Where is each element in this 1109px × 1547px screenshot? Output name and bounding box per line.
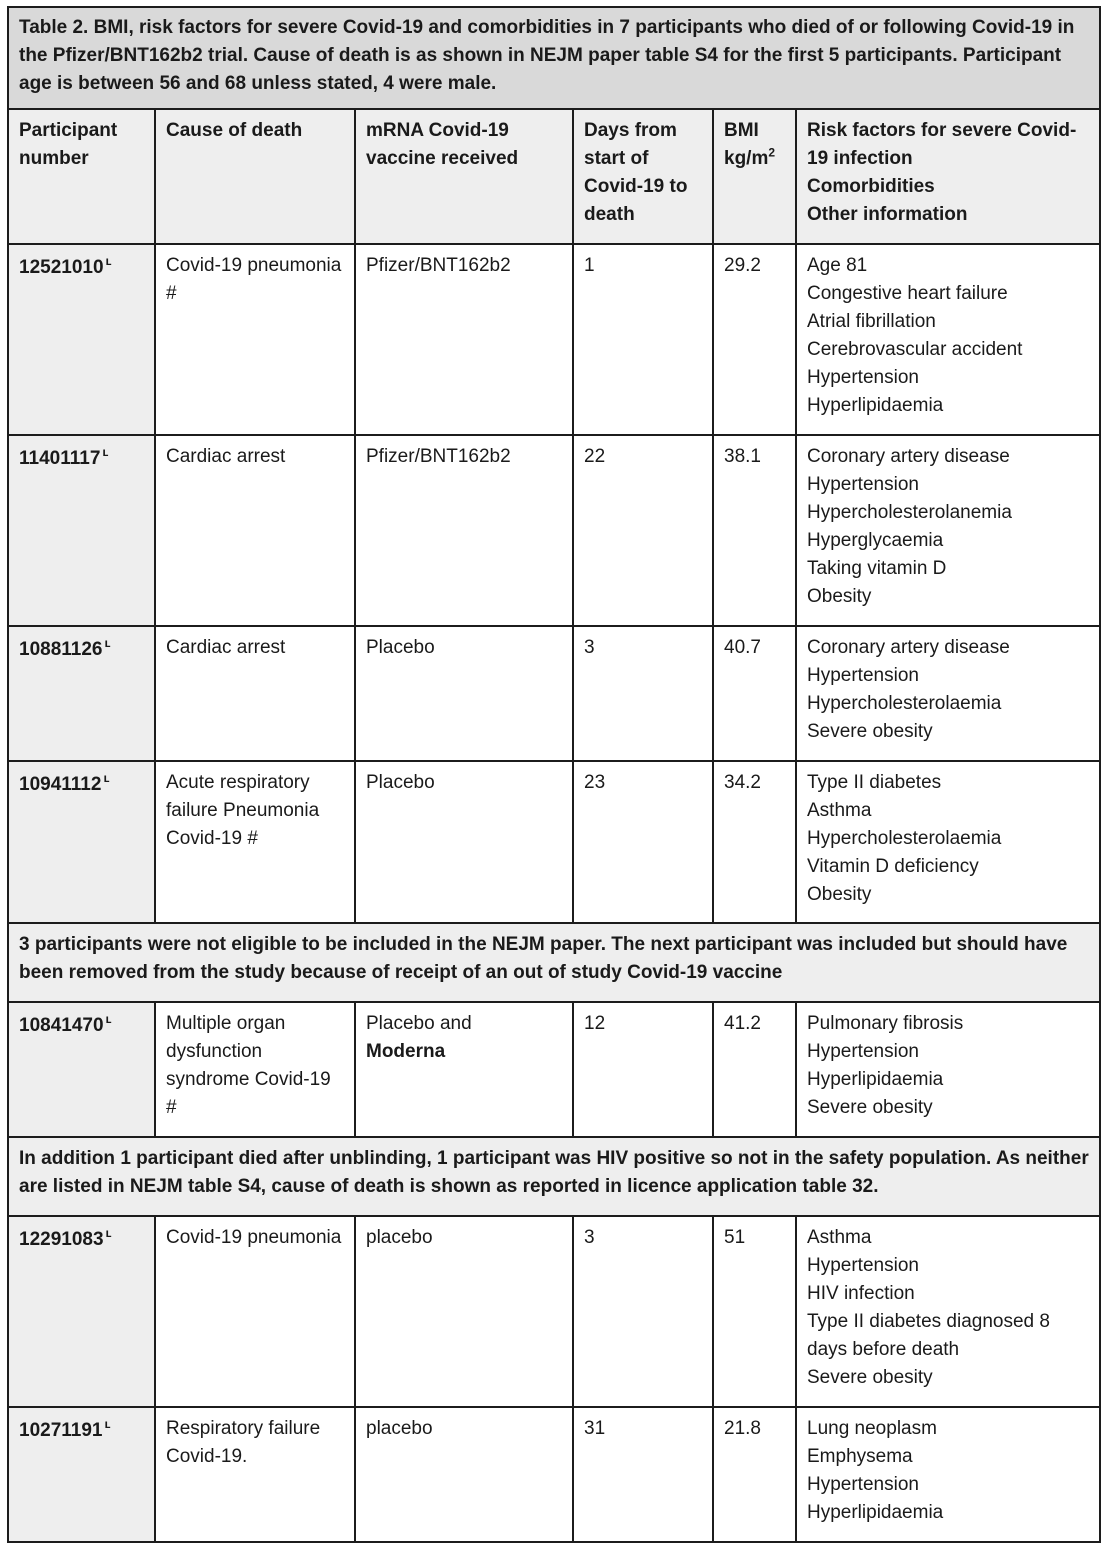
participant-id: 12291083	[19, 1229, 104, 1250]
risk-item: Atrial fibrillation	[807, 311, 936, 332]
risk-item: Hypertension	[807, 665, 919, 686]
risk-cell	[796, 1002, 1100, 1137]
deaths-table	[7, 6, 1101, 1543]
days-cell: 12	[573, 1002, 713, 1137]
risk-item: Cerebrovascular accident	[807, 339, 1023, 360]
dagger-marker: ᒻ	[105, 1015, 113, 1032]
header-cause: Cause of death	[155, 109, 355, 244]
risk-item: Lung neoplasm	[807, 1418, 937, 1439]
risk-item: Hypercholesterolaemia	[807, 693, 1002, 714]
dagger-marker: ᒻ	[105, 257, 113, 274]
cause-cell: Cardiac arrest	[155, 435, 355, 626]
risk-item: Severe obesity	[807, 721, 933, 742]
header-row	[8, 109, 1100, 244]
risk-item: Asthma	[807, 1227, 872, 1248]
risk-item: Hyperglycaemia	[807, 530, 944, 551]
table-container	[7, 6, 1099, 1543]
section-note: 3 participants were not eligible to be included in the NEJM paper. The next participant was included but should have been removed from the study because of receipt of an out of study Covid-19 vaccine	[8, 923, 1100, 1002]
table-row	[8, 1216, 1100, 1407]
risk-cell	[796, 1407, 1100, 1542]
cause-cell: Cardiac arrest	[155, 626, 355, 761]
risk-item: Severe obesity	[807, 1367, 933, 1388]
days-cell: 1	[573, 244, 713, 435]
cause-cell: Acute respiratory failure Pneumonia Covid-19 #	[155, 761, 355, 923]
table-row	[8, 761, 1100, 923]
participant-id: 10841470	[19, 1015, 104, 1036]
risk-item: Coronary artery disease	[807, 637, 1010, 658]
header-risk-line: Risk factors for severe Covid-19 infection	[807, 120, 1077, 169]
risk-item: Hypertension	[807, 474, 919, 495]
risk-item: Hypercholesterolanemia	[807, 502, 1012, 523]
risk-item: Severe obesity	[807, 1097, 933, 1118]
cause-cell: Respiratory failure Covid-19.	[155, 1407, 355, 1542]
days-cell: 3	[573, 626, 713, 761]
risk-cell	[796, 761, 1100, 923]
header-bmi	[713, 109, 796, 244]
bmi-cell: 38.1	[713, 435, 796, 626]
vaccine-cell: Placebo	[355, 626, 573, 761]
bmi-cell: 41.2	[713, 1002, 796, 1137]
section-note: In addition 1 participant died after unblinding, 1 participant was HIV positive so not in the safety population. As neither are listed in NEJM table S4, cause of death is shown as reported in licence application table 32.	[8, 1137, 1100, 1216]
days-cell: 22	[573, 435, 713, 626]
risk-item: Hypertension	[807, 1474, 919, 1495]
cause-cell: Covid-19 pneumonia #	[155, 244, 355, 435]
risk-cell	[796, 435, 1100, 626]
vaccine-cell	[355, 1002, 573, 1137]
header-participant: Participant number	[8, 109, 155, 244]
header-days: Days from start of Covid-19 to death	[573, 109, 713, 244]
bmi-cell: 29.2	[713, 244, 796, 435]
risk-item: Hypertension	[807, 1255, 919, 1276]
participant-id-cell	[8, 1002, 155, 1137]
dagger-marker: ᒻ	[102, 448, 109, 465]
risk-cell	[796, 244, 1100, 435]
table-row	[8, 626, 1100, 761]
risk-item: Obesity	[807, 586, 872, 607]
participant-id: 10271191	[19, 1420, 103, 1441]
dagger-marker: ᒻ	[103, 774, 110, 791]
dagger-marker: ᒻ	[104, 1420, 112, 1437]
bmi-cell: 34.2	[713, 761, 796, 923]
risk-item: Type II diabetes	[807, 772, 942, 793]
risk-item: Emphysema	[807, 1446, 913, 1467]
vaccine-line: Placebo and	[366, 1013, 472, 1034]
cause-cell: Multiple organ dysfunction syndrome Covid-19 #	[155, 1002, 355, 1137]
bmi-cell: 51	[713, 1216, 796, 1407]
header-risk	[796, 109, 1100, 244]
participant-id: 10941112	[19, 774, 102, 795]
vaccine-line-bold: Moderna	[366, 1041, 446, 1062]
risk-item: Pulmonary fibrosis	[807, 1013, 964, 1034]
days-cell: 23	[573, 761, 713, 923]
table-row	[8, 244, 1100, 435]
table-caption: Table 2. BMI, risk factors for severe Covid-19 and comorbidities in 7 participants who died of or following Covid-19 in the Pfizer/BNT162b2 trial. Cause of death is as shown in NEJM paper table S4 for the first 5 participants. Participant age is between 56 and 68 unless stated, 4 were male.	[8, 7, 1100, 109]
risk-item: Asthma	[807, 800, 872, 821]
risk-item: Coronary artery disease	[807, 446, 1010, 467]
participant-id-cell	[8, 244, 155, 435]
bmi-cell: 40.7	[713, 626, 796, 761]
risk-item: HIV infection	[807, 1283, 915, 1304]
risk-item: Hyperlipidaemia	[807, 395, 944, 416]
risk-item: Age 81	[807, 255, 868, 276]
header-bmi-superscript: 2	[768, 145, 776, 160]
participant-id-cell	[8, 761, 155, 923]
dagger-marker: ᒻ	[104, 639, 112, 656]
cause-cell: Covid-19 pneumonia	[155, 1216, 355, 1407]
vaccine-cell: Pfizer/BNT162b2	[355, 435, 573, 626]
participant-id-cell	[8, 1216, 155, 1407]
header-vaccine: mRNA Covid-19 vaccine received	[355, 109, 573, 244]
risk-item: Vitamin D deficiency	[807, 856, 979, 877]
vaccine-cell: Pfizer/BNT162b2	[355, 244, 573, 435]
participant-id: 10881126	[19, 639, 103, 660]
risk-cell	[796, 626, 1100, 761]
vaccine-cell: placebo	[355, 1407, 573, 1542]
risk-item: Hypercholesterolaemia	[807, 828, 1002, 849]
risk-item: Congestive heart failure	[807, 283, 1008, 304]
risk-item: Hyperlipidaemia	[807, 1069, 944, 1090]
risk-item: Type II diabetes diagnosed 8 days before death	[807, 1311, 1050, 1360]
risk-item: Obesity	[807, 884, 872, 905]
days-cell: 31	[573, 1407, 713, 1542]
risk-cell	[796, 1216, 1100, 1407]
risk-item: Hyperlipidaemia	[807, 1502, 944, 1523]
days-cell: 3	[573, 1216, 713, 1407]
participant-id: 12521010	[19, 257, 104, 278]
table-row	[8, 1002, 1100, 1137]
participant-id: 11401117	[19, 448, 101, 469]
header-risk-line: Other information	[807, 204, 968, 225]
vaccine-cell: placebo	[355, 1216, 573, 1407]
header-risk-line: Comorbidities	[807, 176, 935, 197]
dagger-marker: ᒻ	[105, 1229, 113, 1246]
vaccine-cell: Placebo	[355, 761, 573, 923]
participant-id-cell	[8, 1407, 155, 1542]
risk-item: Hypertension	[807, 367, 919, 388]
header-bmi-label: BMI kg/m	[724, 120, 769, 169]
risk-item: Taking vitamin D	[807, 558, 947, 579]
table-row	[8, 1407, 1100, 1542]
risk-item: Hypertension	[807, 1041, 919, 1062]
table-row	[8, 435, 1100, 626]
bmi-cell: 21.8	[713, 1407, 796, 1542]
participant-id-cell	[8, 626, 155, 761]
participant-id-cell	[8, 435, 155, 626]
